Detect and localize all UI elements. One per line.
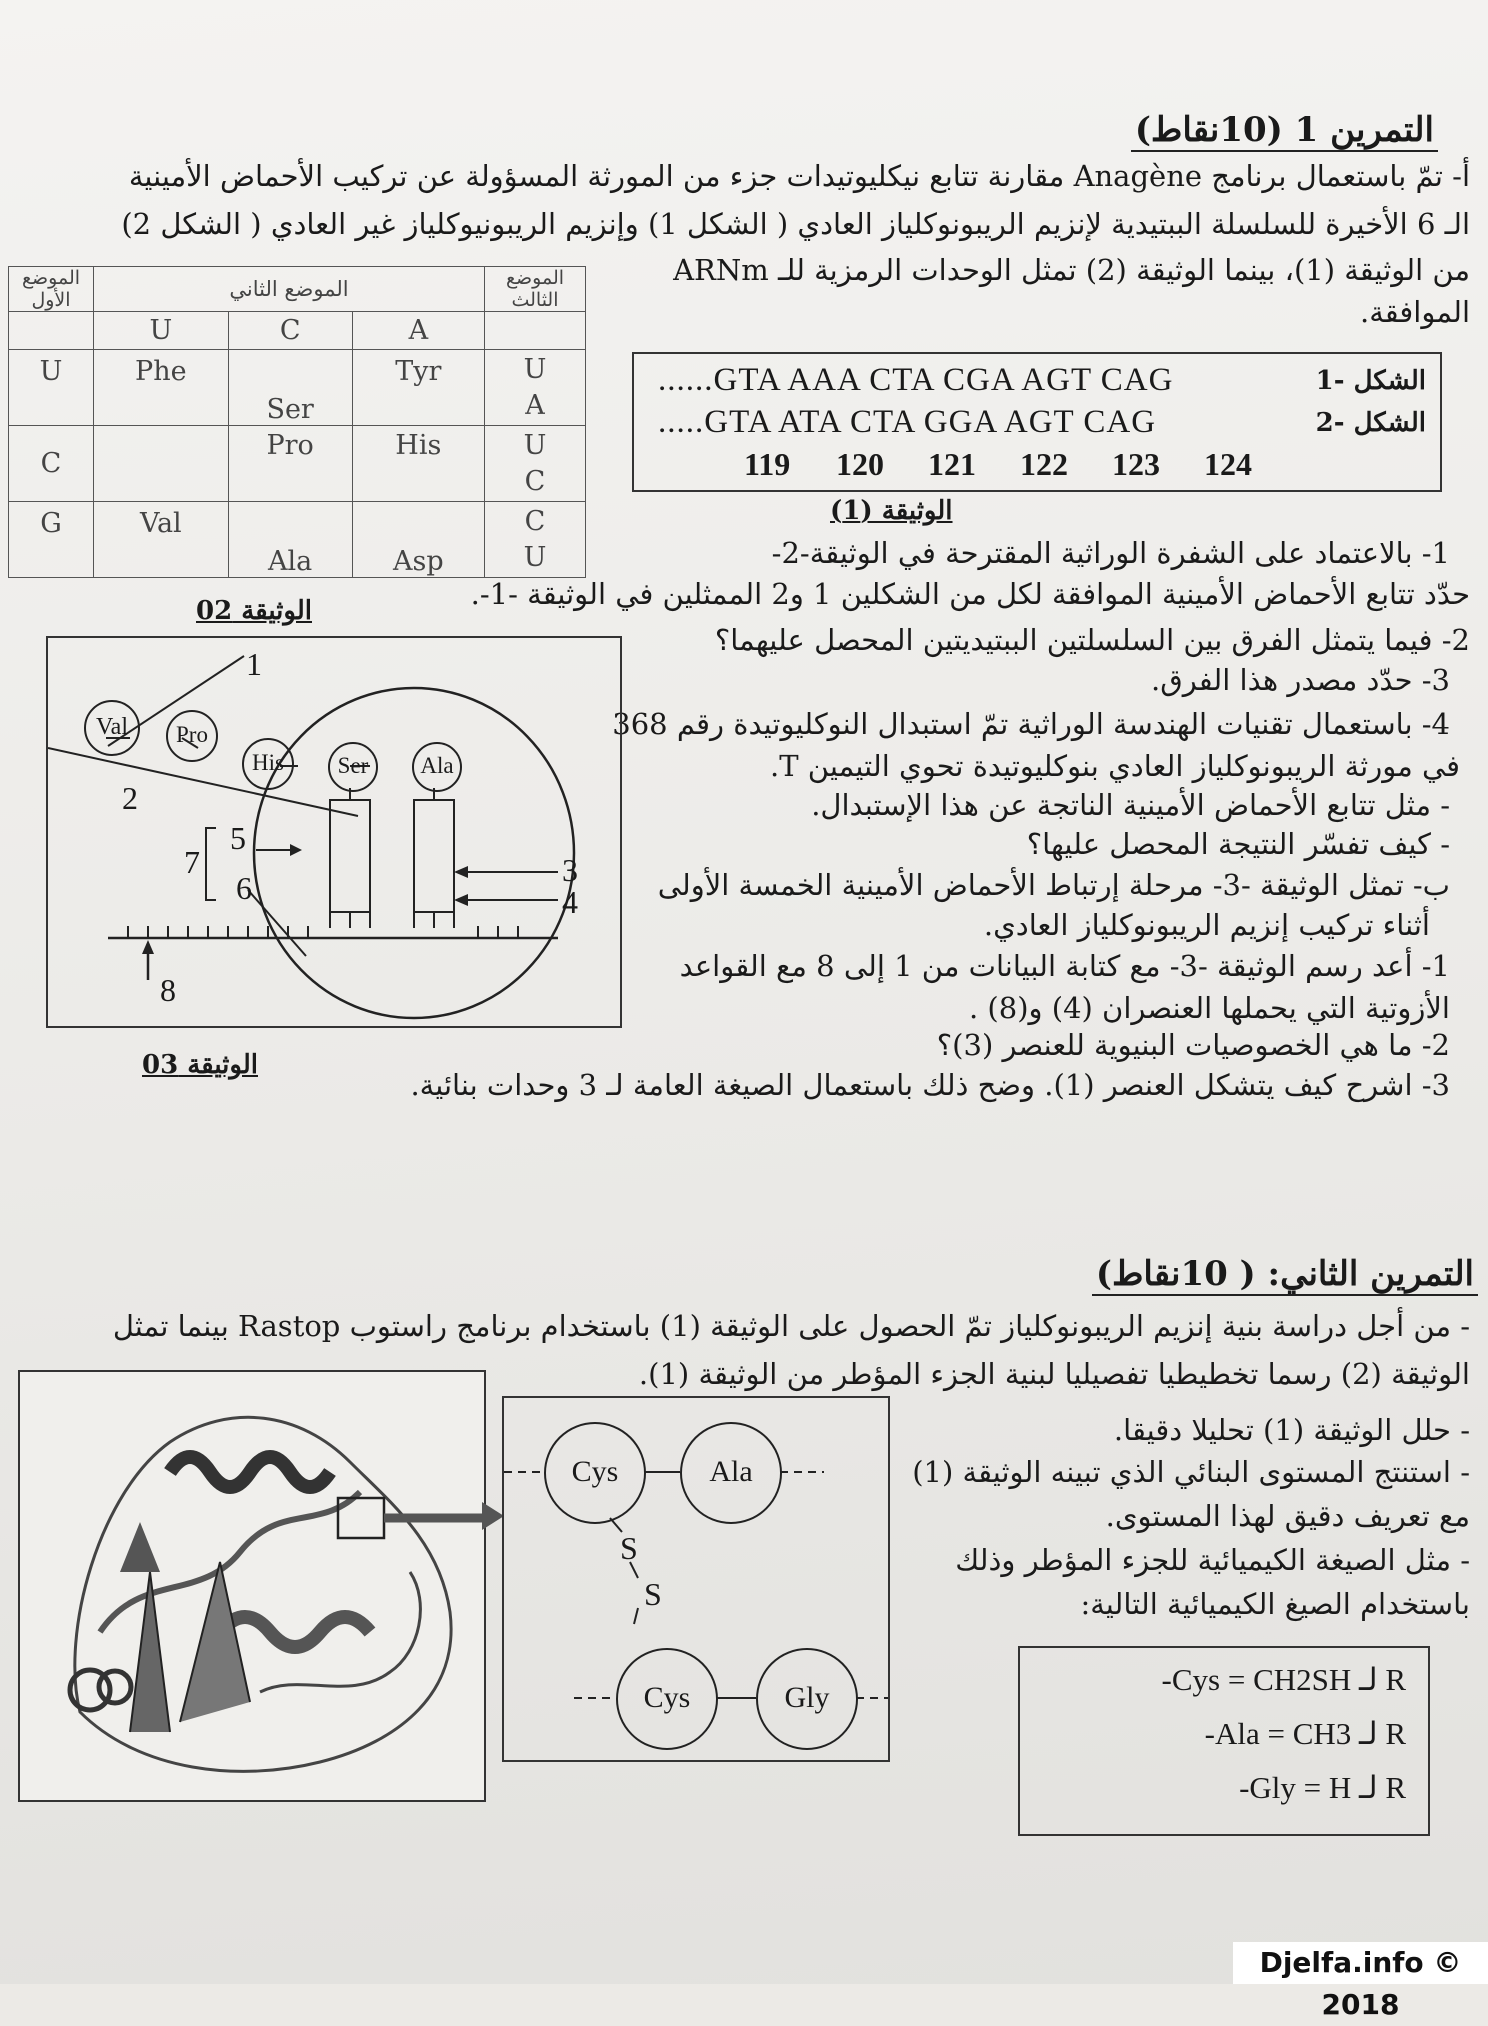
question-line: 2- ما هي الخصوصيات البنيوية للعنصر (3)؟	[936, 1028, 1450, 1062]
disulfide-bridge-diagram	[502, 1396, 890, 1762]
table-header-first: الموضع الأول	[9, 267, 94, 312]
question-line: 1- أعد رسم الوثيقة -3- مع كتابة البيانات من 1 إلى 8 مع القواعد	[679, 949, 1450, 983]
amino-acid-val: Val	[84, 700, 140, 756]
question-line: 4- باستعمال تقنيات الهندسة الوراثية تمّ استبدال النوكليوتيدة رقم 368	[612, 707, 1450, 741]
question-line: حدّد تتابع الأحماض الأمينية الموافقة لكل من الشكلين 1 و2 الممثلين في الوثيقة -1-.	[470, 577, 1470, 611]
doc1-sequence-box	[632, 352, 1442, 492]
residue-cys-bottom: Cys	[616, 1648, 718, 1750]
translation-drawing	[48, 638, 620, 1026]
question-line: ب- تمثل الوثيقة -3- مرحلة إرتباط الأحماض الأمينية الخمسة الأولى	[657, 868, 1450, 902]
amino-acid-pro: Pro	[166, 710, 218, 762]
question-line: أثناء تركيب إنزيم الريبونوكلياز العادي.	[983, 908, 1430, 942]
residue-gly: Gly	[756, 1648, 858, 1750]
table-base-u: U	[94, 312, 229, 350]
table-base-a: A	[352, 312, 484, 350]
table-third-base: U	[523, 541, 547, 573]
table-third-base: A	[525, 389, 545, 421]
sulfur-atom-2: S	[644, 1576, 662, 1612]
diagram-label-8: 8	[160, 972, 176, 1008]
doc3-translation-diagram	[46, 636, 622, 1028]
formula-gly: R لـ Gly = H-	[1239, 1770, 1406, 1805]
amino-acid-ala: Ala	[412, 742, 462, 792]
protein-ribbon-drawing	[20, 1372, 484, 1800]
sulfur-atom-1: S	[620, 1530, 638, 1566]
form1-label: الشكل -1	[1315, 366, 1426, 396]
exercise2-question: - استنتج المستوى البنائي الذي تبينه الوثيقة (1)	[912, 1455, 1470, 1489]
exercise1-intro-line: الـ 6 الأخيرة للسلسلة الببتيدية لإنزيم الريبونوكلياز العادي ( الشكل 1) وإنزيم الريبونيوكلياز غير العادي ( الشكل 2)	[121, 207, 1470, 241]
radical-formulas-box	[1018, 1646, 1430, 1836]
position-number: 119	[744, 446, 791, 482]
nucleotide-positions	[744, 446, 1296, 483]
position-number: 124	[1204, 446, 1252, 482]
exercise1-intro-line: الموافقة.	[1360, 295, 1470, 329]
table-cell: Phe	[94, 350, 229, 426]
question-line: 2- فيما يتمثل الفرق بين السلسلتين الببتيديتين المحصل عليهما؟	[714, 623, 1470, 657]
table-header-second: الموضع الثاني	[94, 267, 485, 312]
question-line: 3- حدّد مصدر هذا الفرق.	[1151, 663, 1450, 697]
diagram-label-6: 6	[236, 870, 252, 906]
diagram-label-7: 7	[184, 844, 200, 880]
diagram-label-5: 5	[230, 820, 246, 856]
genetic-code-table	[8, 266, 586, 578]
exercise2-question: - مثل الصيغة الكيميائية للجزء المؤطر وذلك	[955, 1543, 1470, 1577]
question-line: 1- بالاعتماد على الشفرة الوراثية المقترحة في الوثيقة-2-	[771, 536, 1450, 570]
question-line: 3- اشرح كيف يتشكل العنصر (1). وضح ذلك باستعمال الصيغة العامة لـ 3 وحدات بنائية.	[410, 1068, 1450, 1102]
table-cell: Ala	[228, 502, 352, 578]
doc2-label: الوثيقة 02	[196, 596, 312, 626]
diagram-label-2: 2	[122, 780, 138, 816]
exercise1-intro-line: من الوثيقة (1)، بينما الوثيقة (2) تمثل الوحدات الرمزية للـ ARNm	[673, 253, 1470, 287]
sequence-form2: .....GTA ATA CTA GGA AGT CAG	[658, 404, 1157, 440]
position-number: 121	[928, 446, 976, 482]
table-cell: Pro	[228, 426, 352, 502]
position-number: 123	[1112, 446, 1160, 482]
table-cell: Val	[94, 502, 229, 578]
table-first-base: G	[9, 502, 94, 578]
doc1-label: الوثيقة (1)	[830, 496, 953, 526]
exercise2-intro-line: الوثيقة (2) رسما تخطيطيا تفصيليا لبنية الجزء المؤطر من الوثيقة (1).	[638, 1357, 1470, 1391]
table-third-base: C	[524, 465, 546, 497]
table-first-base: C	[9, 426, 94, 502]
formula-cys: R لـ Cys = CH2SH-	[1161, 1662, 1406, 1697]
rastop-protein-structure	[18, 1370, 486, 1802]
exercise2-question: - حلل الوثيقة (1) تحليلا دقيقا.	[1113, 1413, 1470, 1447]
exercise2-intro-line: - من أجل دراسة بنية إنزيم الريبونوكلياز تمّ الحصول على الوثيقة (1) باستخدام برنامج راستوب Rastop بينما تمثل	[112, 1309, 1470, 1343]
diagram-label-3: 3	[562, 852, 578, 888]
question-line: الأزوتية التي يحملها العنصران (4) و(8) .	[968, 991, 1450, 1025]
table-cell	[94, 426, 229, 502]
table-cell: Ser	[228, 350, 352, 426]
amino-acid-his: His	[242, 738, 294, 790]
question-line: - كيف تفسّر النتيجة المحصل عليها؟	[1026, 827, 1450, 861]
watermark: Djelfa.info © 2018	[1233, 1942, 1488, 1984]
table-cell: His	[352, 426, 484, 502]
table-third-base: U	[523, 353, 547, 385]
diagram-label-4: 4	[562, 884, 578, 920]
sequence-form1: ......GTA AAA CTA CGA AGT CAG	[658, 362, 1174, 398]
amino-acid-ser: Ser	[328, 742, 378, 792]
exercise2-title: التمرين الثاني: ( 10نقاط)	[1092, 1254, 1478, 1296]
question-line: - مثل تتابع الأحماض الأمينية الناتجة عن هذا الإستبدال.	[811, 788, 1450, 822]
table-header-third: الموضع الثالث	[485, 267, 586, 312]
table-third-base: C	[524, 505, 546, 537]
diagram-label-1: 1	[246, 646, 262, 682]
table-cell: Tyr	[352, 350, 484, 426]
table-base-c: C	[228, 312, 352, 350]
table-first-base: U	[9, 350, 94, 426]
exercise1-intro-line: أ- تمّ باستعمال برنامج Anagène مقارنة تتابع نيكليوتيدات جزء من المورثة المسؤولة عن تركيب الأحماض الأمينية	[128, 159, 1470, 193]
question-line: في مورثة الريبونوكلياز العادي بنوكليوتيدة تحوي التيمين T.	[770, 749, 1460, 783]
position-number: 122	[1020, 446, 1068, 482]
exercise2-question: باستخدام الصيغ الكيميائية التالية:	[1080, 1587, 1470, 1621]
exercise1-title: التمرين 1 (10نقاط)	[1131, 110, 1438, 152]
doc3-label: الوثيقة 03	[142, 1050, 258, 1080]
residue-cys-top: Cys	[544, 1422, 646, 1524]
form2-label: الشكل -2	[1315, 408, 1426, 438]
table-third-base: U	[523, 429, 547, 461]
exercise2-question: مع تعريف دقيق لهذا المستوى.	[1105, 1499, 1470, 1533]
residue-ala: Ala	[680, 1422, 782, 1524]
formula-ala: R لـ Ala = CH3-	[1204, 1716, 1406, 1751]
table-cell: Asp	[352, 502, 484, 578]
position-number: 120	[836, 446, 884, 482]
